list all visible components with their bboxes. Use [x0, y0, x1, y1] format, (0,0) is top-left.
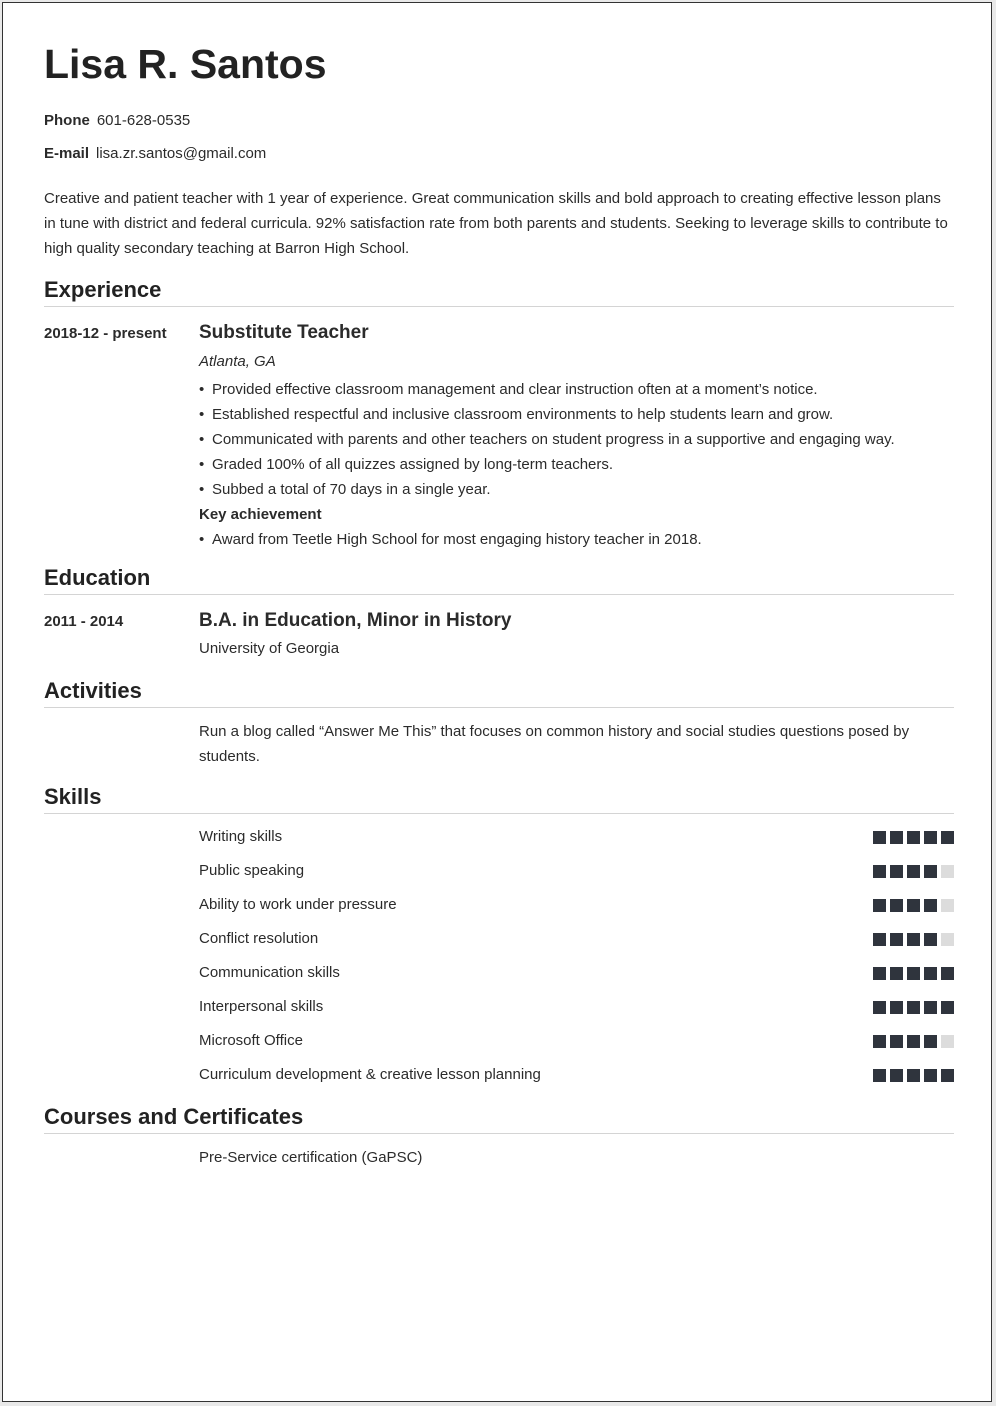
rating-square-filled: [890, 865, 903, 878]
skills-list: [199, 828, 954, 1088]
skill-rating: [873, 831, 954, 844]
list-item: • Provided effective classroom management and clear instruction often at a moment’s notice.: [199, 377, 954, 402]
rating-square-filled: [907, 865, 920, 878]
rating-square-filled: [907, 899, 920, 912]
rating-square-filled: [907, 1035, 920, 1048]
skill-name: Ability to work under pressure: [199, 896, 397, 913]
rating-square-filled: [907, 1069, 920, 1082]
email-value: lisa.zr.santos@gmail.com: [96, 145, 267, 162]
section-skills-title: Skills: [44, 784, 954, 814]
experience-bullets: [199, 377, 954, 502]
skill-row: [199, 1032, 954, 1052]
list-item: • Established respectful and inclusive classroom environments to help students learn and grow.: [199, 402, 954, 427]
skill-name: Interpersonal skills: [199, 998, 324, 1015]
education-date: 2011 - 2014: [44, 613, 124, 630]
experience-entry: [199, 322, 954, 552]
rating-square-filled: [890, 831, 903, 844]
rating-square-filled: [924, 1035, 937, 1048]
section-activities-title: Activities: [44, 678, 954, 708]
rating-square-empty: [941, 1035, 954, 1048]
rating-square-filled: [873, 933, 886, 946]
rating-square-filled: [924, 865, 937, 878]
resume-page: [2, 2, 992, 1402]
skill-row: [199, 896, 954, 916]
phone-line: [44, 112, 190, 129]
skill-row: [199, 828, 954, 848]
rating-square-empty: [941, 899, 954, 912]
key-achievement-bullets: [199, 527, 954, 552]
list-item: • Communicated with parents and other teachers on student progress in a supportive and engaging way.: [199, 427, 954, 452]
list-item: • Award from Teetle High School for most engaging history teacher in 2018.: [199, 527, 954, 552]
degree-title: B.A. in Education, Minor in History: [199, 610, 512, 631]
rating-square-filled: [890, 899, 903, 912]
skill-rating: [873, 1069, 954, 1082]
candidate-name: Lisa R. Santos: [44, 41, 327, 87]
rating-square-filled: [941, 1069, 954, 1082]
courses-entry: [199, 1148, 954, 1167]
skill-row: [199, 862, 954, 882]
skill-rating: [873, 1001, 954, 1014]
skill-row: [199, 930, 954, 950]
rating-square-filled: [924, 1069, 937, 1082]
rating-square-filled: [873, 967, 886, 980]
activities-text: Run a blog called “Answer Me This” that focuses on common history and social studies questions posed by students.: [199, 723, 910, 765]
key-achievement-label: Key achievement: [199, 506, 322, 523]
rating-square-filled: [924, 967, 937, 980]
rating-square-filled: [907, 933, 920, 946]
skill-name: Microsoft Office: [199, 1032, 303, 1049]
experience-date: 2018-12 - present: [44, 325, 167, 342]
rating-square-filled: [890, 1001, 903, 1014]
skill-rating: [873, 899, 954, 912]
skill-row: [199, 1066, 954, 1086]
email-label: E-mail: [44, 145, 90, 162]
summary: Creative and patient teacher with 1 year of experience. Great communication skills and bold approach to creating effective lesson plans in tune with district and federal curricula. 92% satisfaction rate from both parents and students. Seeking to leverage skills to contribute to high quality secondary teaching at Barron High School.: [44, 190, 948, 257]
list-item: • Graded 100% of all quizzes assigned by long-term teachers.: [199, 452, 954, 477]
education-entry: [199, 610, 954, 661]
phone-value: 601-628-0535: [96, 112, 191, 129]
rating-square-filled: [941, 967, 954, 980]
job-title: Substitute Teacher: [199, 322, 369, 343]
skill-rating: [873, 933, 954, 946]
skill-name: Public speaking: [199, 862, 305, 879]
rating-square-filled: [873, 1069, 886, 1082]
rating-square-filled: [873, 865, 886, 878]
email-line: [44, 145, 266, 162]
job-location: Atlanta, GA: [199, 353, 276, 370]
rating-square-filled: [890, 1035, 903, 1048]
rating-square-filled: [890, 933, 903, 946]
skill-row: [199, 998, 954, 1018]
rating-square-filled: [873, 1035, 886, 1048]
skill-name: Curriculum development & creative lesson planning: [199, 1066, 541, 1083]
rating-square-filled: [907, 831, 920, 844]
section-education-title: Education: [44, 565, 954, 595]
rating-square-filled: [924, 899, 937, 912]
rating-square-empty: [941, 933, 954, 946]
section-courses-title: Courses and Certificates: [44, 1104, 954, 1134]
phone-label: Phone: [44, 112, 90, 129]
rating-square-filled: [890, 967, 903, 980]
rating-square-filled: [873, 831, 886, 844]
rating-square-filled: [907, 967, 920, 980]
skill-rating: [873, 967, 954, 980]
school-name: University of Georgia: [199, 640, 340, 657]
rating-square-filled: [890, 1069, 903, 1082]
rating-square-filled: [924, 1001, 937, 1014]
skill-name: Writing skills: [199, 828, 283, 845]
skill-row: [199, 964, 954, 984]
rating-square-filled: [924, 933, 937, 946]
course-item: Pre-Service certification (GaPSC): [199, 1149, 423, 1166]
skill-name: Communication skills: [199, 964, 340, 981]
skill-name: Conflict resolution: [199, 930, 319, 947]
rating-square-filled: [941, 1001, 954, 1014]
rating-square-filled: [941, 831, 954, 844]
activities-entry: [199, 719, 954, 769]
section-experience-title: Experience: [44, 277, 954, 307]
rating-square-filled: [924, 831, 937, 844]
rating-square-filled: [873, 899, 886, 912]
rating-square-empty: [941, 865, 954, 878]
rating-square-filled: [873, 1001, 886, 1014]
skill-rating: [873, 865, 954, 878]
skill-rating: [873, 1035, 954, 1048]
rating-square-filled: [907, 1001, 920, 1014]
list-item: • Subbed a total of 70 days in a single year.: [199, 477, 954, 502]
